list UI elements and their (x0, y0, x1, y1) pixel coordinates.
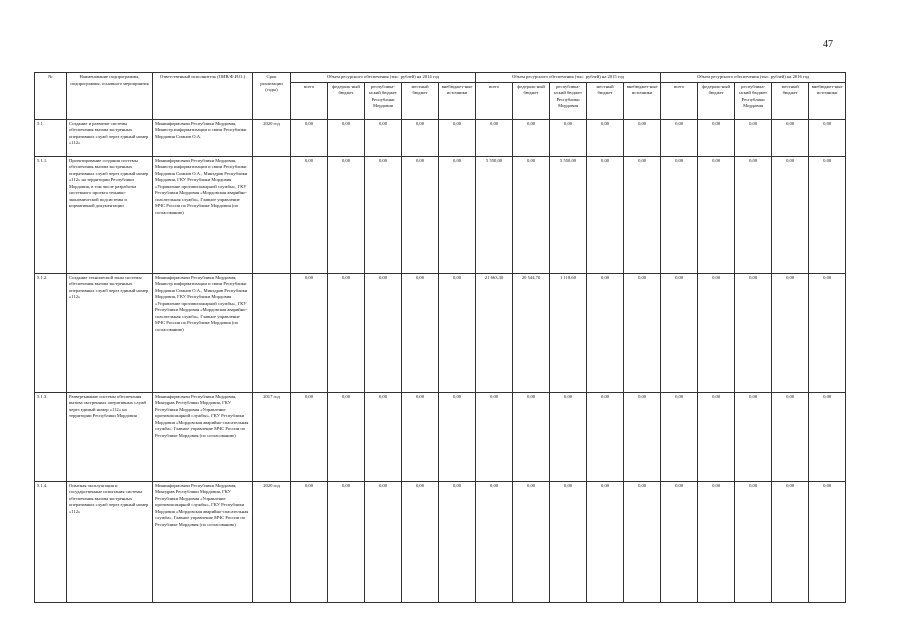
value-cell: 0,00 (809, 119, 846, 156)
value-cell: 0,00 (698, 392, 735, 481)
value-cell: 0,00 (550, 481, 587, 602)
row-term: 2017 год (253, 392, 291, 481)
value-cell: 0,00 (809, 481, 846, 602)
row-number: 5.1. (35, 119, 67, 156)
value-cell: 0,00 (550, 392, 587, 481)
value-cell: 0,00 (513, 392, 550, 481)
header-sub: внебюджет-ные источники (624, 82, 661, 119)
value-cell: 20 544,70 (513, 273, 550, 392)
budget-table (34, 72, 846, 603)
value-cell: 0,00 (698, 119, 735, 156)
value-cell: 0,00 (439, 392, 476, 481)
value-cell: 0,00 (402, 156, 439, 273)
row-name: Создание и развитие системы обеспечения вызова экстренных оперативных служб через единый номер «112» (67, 119, 153, 156)
table-row (35, 156, 846, 273)
table-row (35, 273, 846, 392)
row-term (253, 273, 291, 392)
header-group-2014: Объем ресурсного обеспечения (тыс. рублей) на 2014 год (291, 73, 476, 83)
value-cell: 0,00 (772, 481, 809, 602)
value-cell: 0,00 (735, 273, 772, 392)
value-cell: 0,00 (661, 481, 698, 602)
header-sub: республика-нский бюджет Республики Мордовия (365, 82, 402, 119)
row-number: 5.1.2. (35, 273, 67, 392)
value-cell: 0,00 (328, 119, 365, 156)
value-cell: 0,00 (291, 273, 328, 392)
value-cell: 0,00 (661, 273, 698, 392)
header-sub: всего (661, 82, 698, 119)
value-cell: 0,00 (328, 273, 365, 392)
value-cell: 0,00 (365, 392, 402, 481)
value-cell: 0,00 (402, 273, 439, 392)
value-cell: 1 118,60 (550, 273, 587, 392)
value-cell: 0,00 (439, 481, 476, 602)
value-cell: 0,00 (587, 392, 624, 481)
value-cell: 0,00 (476, 392, 513, 481)
row-term (253, 156, 291, 273)
value-cell: 0,00 (772, 156, 809, 273)
row-name: Опытная эксплуатация и государственные испытания системы обеспечения вызова экстренных оперативных служб через единый номер «112» (67, 481, 153, 602)
value-cell: 0,00 (587, 156, 624, 273)
row-name: Создание технической зоны системы обеспечения вызова экстренных оперативных служб через единый номер «112» (67, 273, 153, 392)
value-cell: 0,00 (550, 119, 587, 156)
value-cell: 0,00 (291, 156, 328, 273)
value-cell: 21 663,30 (476, 273, 513, 392)
value-cell: 0,00 (587, 273, 624, 392)
value-cell: 0,00 (291, 119, 328, 156)
value-cell: 0,00 (809, 273, 846, 392)
row-number: 5.1.1. (35, 156, 67, 273)
value-cell: 0,00 (365, 156, 402, 273)
value-cell: 0,00 (587, 481, 624, 602)
value-cell: 0,00 (328, 156, 365, 273)
value-cell: 0,00 (587, 119, 624, 156)
header-sub: всего (476, 82, 513, 119)
header-group-2016: Объем ресурсного обеспечения (тыс. рублей) на 2016 год (661, 73, 846, 83)
value-cell: 0,00 (735, 119, 772, 156)
row-number: 5.1.3. (35, 392, 67, 481)
header-group-2015: Объем ресурсного обеспечения (тыс. рублей) на 2015 год (476, 73, 661, 83)
row-name: Проектирование создания системы обеспечения вызова экстренных оперативных служб через единый номер «112» на территории Республики Мордовия, в том числе разработка системного проекта технико-экономической подсистемы и нормативной документации (67, 156, 153, 273)
row-executor: Мининформсвязи Республики Мордовия, Минздрав Республики Мордовия, ГКУ Республики Мордовия «Управление противопожарной службы», ГКУ Республики Мордовия «Мордовская аварийно-спасательная служба», Главное управление МЧС России по Республике Мордовия (по согласованию) (153, 392, 253, 481)
value-cell: 0,00 (402, 119, 439, 156)
value-cell: 0,00 (439, 156, 476, 273)
value-cell: 0,00 (476, 481, 513, 602)
page-number: 47 (823, 39, 833, 50)
header-sub: федераль-ный бюджет (698, 82, 735, 119)
header-executor: Ответственный исполнитель (ОИВ/Ф.И.О.) (153, 73, 253, 120)
value-cell: 0,00 (513, 119, 550, 156)
value-cell: 0,00 (698, 273, 735, 392)
value-cell: 0,00 (809, 392, 846, 481)
value-cell: 0,00 (809, 156, 846, 273)
value-cell: 0,00 (365, 119, 402, 156)
value-cell: 0,00 (291, 481, 328, 602)
header-sub: всего (291, 82, 328, 119)
row-executor: Мининформсвязи Республики Мордовия, Минздрав Республики Мордовия, ГКУ Республики Мордовия «Управление противопожарной службы», ГКУ Республики Мордовия «Мордовская аварийно-спасательная служба», Главное управление МЧС России по Республике Мордовия (по согласованию) (153, 481, 253, 602)
value-cell: 0,00 (624, 481, 661, 602)
header-name: Наименование подпрограммы, подпрограммы, основного мероприятия (67, 73, 153, 120)
value-cell: 5 550,00 (476, 156, 513, 273)
value-cell: 0,00 (735, 481, 772, 602)
value-cell: 0,00 (624, 392, 661, 481)
table-row (35, 481, 846, 602)
value-cell: 0,00 (661, 156, 698, 273)
header-no: № (35, 73, 67, 120)
value-cell: 0,00 (476, 119, 513, 156)
header-sub: республика-нский бюджет Республики Мордовия (735, 82, 772, 119)
value-cell: 0,00 (365, 481, 402, 602)
value-cell: 0,00 (291, 392, 328, 481)
value-cell: 0,00 (735, 392, 772, 481)
value-cell: 0,00 (698, 156, 735, 273)
table-row (35, 119, 846, 156)
header-row-top (35, 73, 846, 83)
value-cell: 0,00 (735, 156, 772, 273)
value-cell: 0,00 (402, 481, 439, 602)
header-sub: федераль-ный бюджет (513, 82, 550, 119)
value-cell: 0,00 (772, 119, 809, 156)
value-cell: 0,00 (661, 392, 698, 481)
value-cell: 0,00 (513, 156, 550, 273)
header-sub: внебюджет-ные источники (809, 82, 846, 119)
value-cell: 5 550,00 (550, 156, 587, 273)
row-term: 2020 год (253, 119, 291, 156)
value-cell: 0,00 (365, 273, 402, 392)
value-cell: 0,00 (624, 273, 661, 392)
table-row (35, 392, 846, 481)
value-cell: 0,00 (698, 481, 735, 602)
value-cell: 0,00 (439, 273, 476, 392)
value-cell: 0,00 (772, 392, 809, 481)
value-cell: 0,00 (772, 273, 809, 392)
value-cell: 0,00 (624, 119, 661, 156)
header-sub: внебюджет-ные источники (439, 82, 476, 119)
value-cell: 0,00 (402, 392, 439, 481)
row-name: Развертывание системы обеспечения вызова экстренных оперативных служб через единый номер «112» на территории Республики Мордовия (67, 392, 153, 481)
value-cell: 0,00 (328, 481, 365, 602)
value-cell: 0,00 (661, 119, 698, 156)
header-term: Срок реализации (годы) (253, 73, 291, 120)
row-executor: Мининформсвязи Республики Мордовия, Министр информатизации и связи Республики Мордовия Сомнов О.А. (153, 119, 253, 156)
header-sub: местный бюджет (587, 82, 624, 119)
header-sub: местный бюджет (772, 82, 809, 119)
value-cell: 0,00 (439, 119, 476, 156)
header-sub: местный бюджет (402, 82, 439, 119)
row-executor: Мининформсвязи Республики Мордовия, Министр информатизации и связи Республики Мордовия Сомнов О.А., Минздрав Республики Мордовия, ГКУ Республики Мордовия «Управление противопожарной службы», ГКУ Республики Мордовия «Мордовская аварийно-спасательная служба», Главное управление МЧС России по Республике Мордовия (по согласованию) (153, 273, 253, 392)
row-number: 5.1.4. (35, 481, 67, 602)
row-term: 2020 год (253, 481, 291, 602)
value-cell: 0,00 (328, 392, 365, 481)
value-cell: 0,00 (513, 481, 550, 602)
row-executor: Мининформсвязи Республики Мордовия, Министр информатизации и связи Республики Мордовия Сомнов О.А., Минздрав Республики Мордовия, ГКУ Республики Мордовия «Управление противопожарной службы», ГКУ Республики Мордовия «Мордовская аварийно-спасательная служба», Главное управление МЧС России по Республике Мордовия (по согласованию) (153, 156, 253, 273)
header-sub: республика-нский бюджет Республики Мордовия (550, 82, 587, 119)
header-sub: федераль-ный бюджет (328, 82, 365, 119)
value-cell: 0,00 (624, 156, 661, 273)
